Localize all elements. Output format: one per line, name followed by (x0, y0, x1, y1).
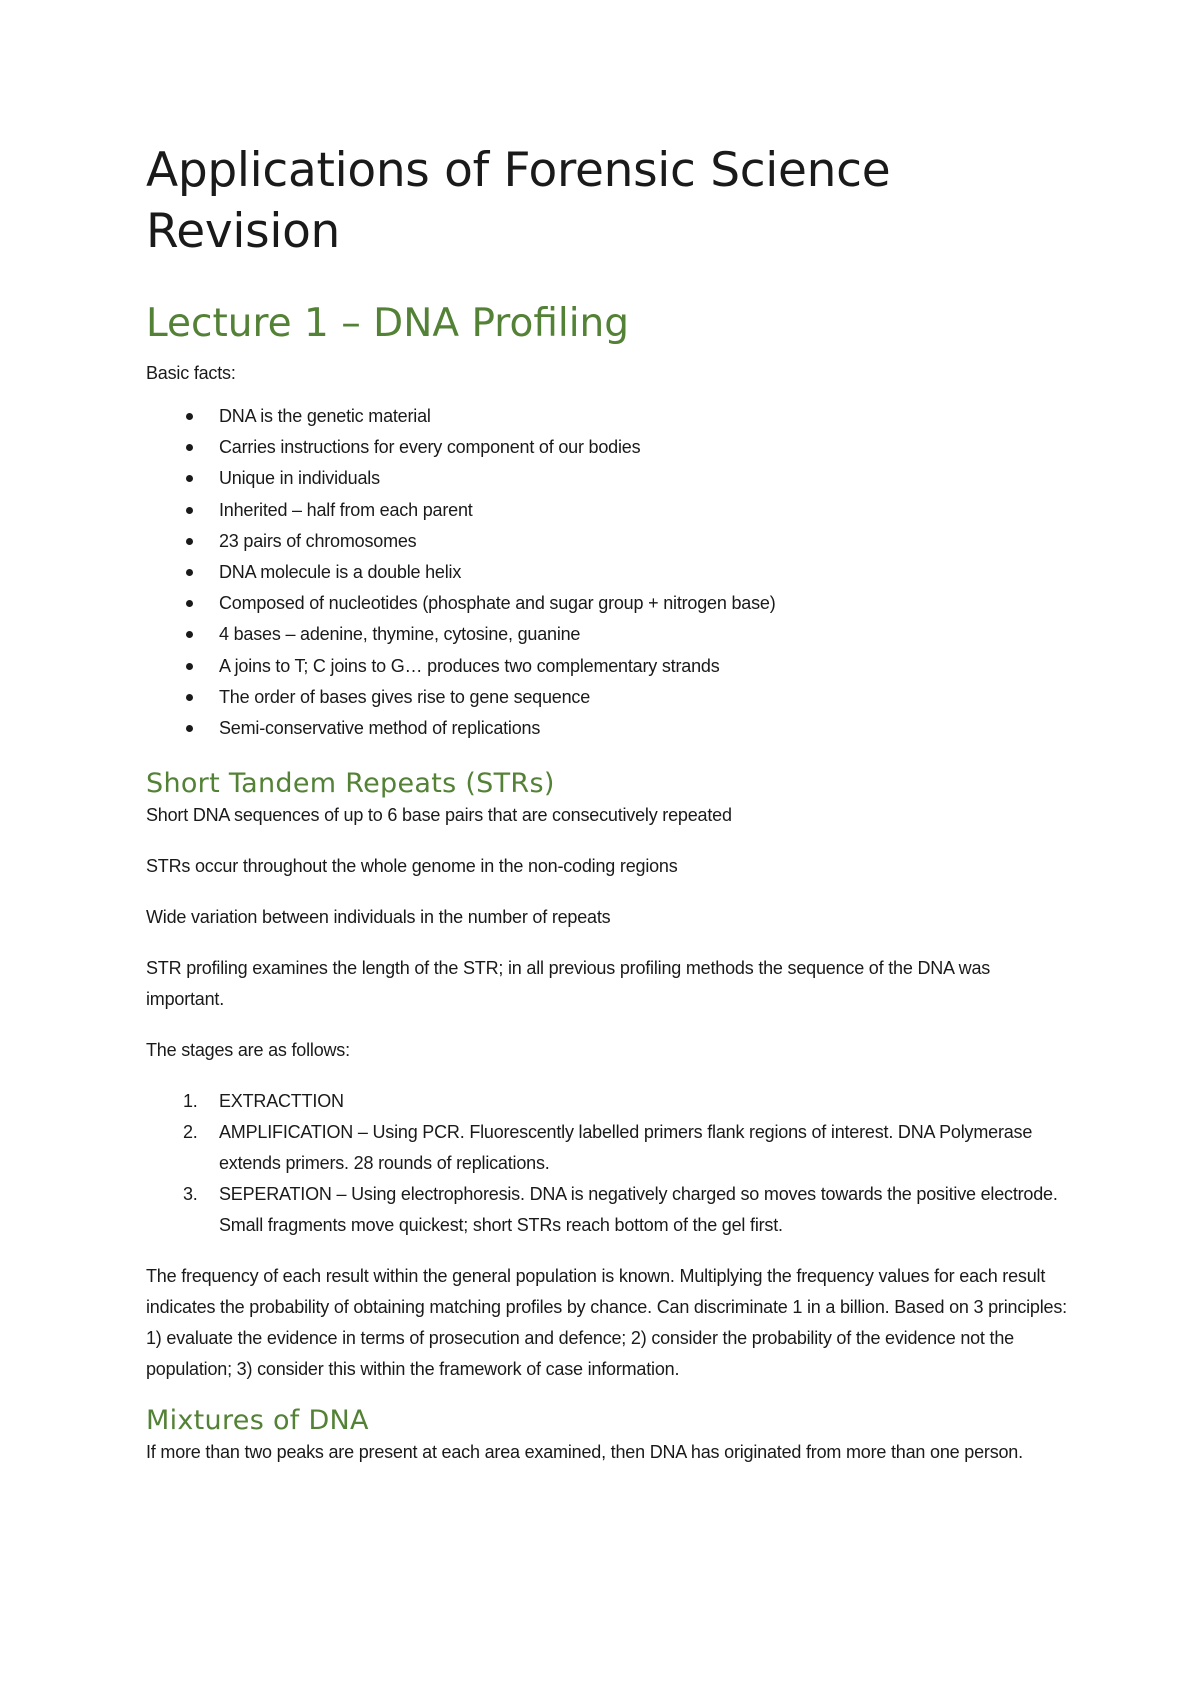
bullet-icon (186, 569, 193, 576)
bullet-icon (186, 694, 193, 701)
bullet-icon (186, 631, 193, 638)
list-item: Semi-conservative method of replications (146, 713, 1070, 744)
list-item: 3. SEPERATION – Using electrophoresis. DNA is negatively charged so moves towards the positive electrode. Small fragments move quickest; short STRs reach bottom of the gel first. (146, 1179, 1070, 1241)
frequency-paragraph: The frequency of each result within the general population is known. Multiplying the frequency values for each result indicates the probability of obtaining matching profiles by chance. Can discriminate 1 in a billion. Based on 3 principles: 1) evaluate the evidence in terms of prosecution and defence; 2) consider the probability of the evidence not the population; 3) consider this within the framework of case information. (146, 1266, 1067, 1380)
bullet-icon (186, 475, 193, 482)
stages-list (146, 1086, 1070, 1241)
stages-intro: The stages are as follows: (146, 1040, 350, 1061)
str-paragraph: STR profiling examines the length of the STR; in all previous profiling methods the sequence of the DNA was important. (146, 958, 991, 1010)
list-item: 1. EXTRACTTION (146, 1086, 1070, 1117)
list-item: Carries instructions for every component of our bodies (146, 432, 1070, 463)
bullet-icon (186, 444, 193, 451)
list-item: Inherited – half from each parent (146, 495, 1070, 526)
list-item: 2. AMPLIFICATION – Using PCR. Fluorescently labelled primers flank regions of interest. DNA Polymerase extends primers. 28 rounds of replications. (146, 1117, 1070, 1179)
list-number: 3. (183, 1184, 198, 1205)
list-number: 2. (183, 1122, 198, 1143)
bullet-icon (186, 413, 193, 420)
basic-facts-label: Basic facts: (146, 363, 236, 383)
bullet-icon (186, 507, 193, 514)
basic-facts-list (146, 401, 1070, 744)
document-title: Applications of Forensic Science Revision (146, 143, 891, 259)
str-paragraph: Short DNA sequences of up to 6 base pairs that are consecutively repeated (146, 805, 732, 826)
list-item: 4 bases – adenine, thymine, cytosine, guanine (146, 619, 1070, 650)
str-paragraph: STRs occur throughout the whole genome in the non-coding regions (146, 856, 678, 877)
list-item: A joins to T; C joins to G… produces two complementary strands (146, 651, 1070, 682)
list-number: 1. (183, 1091, 198, 1112)
list-item: Unique in individuals (146, 463, 1070, 494)
str-paragraph: Wide variation between individuals in the number of repeats (146, 907, 611, 928)
mixtures-paragraph: If more than two peaks are present at each area examined, then DNA has originated from more than one person. (146, 1442, 1023, 1463)
bullet-icon (186, 538, 193, 545)
lecture-heading: Lecture 1 – DNA Profiling (146, 301, 630, 346)
list-item: 23 pairs of chromosomes (146, 526, 1070, 557)
list-item: DNA is the genetic material (146, 401, 1070, 432)
str-section-heading: Short Tandem Repeats (STRs) (146, 768, 555, 800)
mixtures-section-heading: Mixtures of DNA (146, 1405, 369, 1437)
list-item: DNA molecule is a double helix (146, 557, 1070, 588)
bullet-icon (186, 725, 193, 732)
bullet-icon (186, 600, 193, 607)
list-item: The order of bases gives rise to gene sequence (146, 682, 1070, 713)
bullet-icon (186, 663, 193, 670)
list-item: Composed of nucleotides (phosphate and sugar group + nitrogen base) (146, 588, 1070, 619)
